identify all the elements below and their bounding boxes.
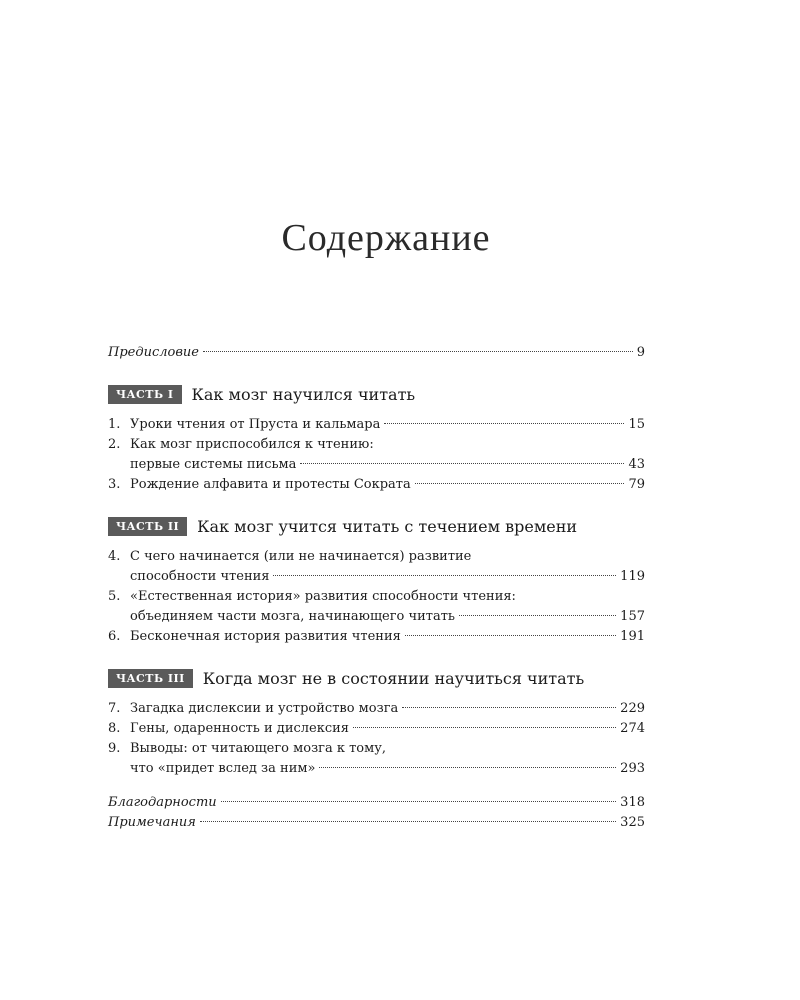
toc-entry-chapter-2-line-2[interactable] — [108, 455, 645, 475]
toc-entry-chapter-9-line-2[interactable] — [108, 759, 645, 779]
toc-page-number: 157 — [620, 609, 645, 624]
toc-entry-preface[interactable] — [108, 343, 645, 363]
leader-dots — [415, 483, 625, 484]
toc-entry-notes[interactable] — [108, 813, 645, 833]
chapter-number: 5. — [108, 589, 121, 604]
chapter-title: Выводы: от читающего мозга к тому, — [130, 741, 387, 756]
chapter-number: 6. — [108, 629, 121, 644]
toc-page-number: 293 — [620, 761, 645, 776]
chapter-title-continued: способности чтения — [130, 569, 270, 584]
leader-dots — [200, 821, 616, 822]
toc-entry-chapter-5-line-2[interactable] — [108, 607, 645, 627]
toc-entry-chapter-4-line-2[interactable] — [108, 567, 645, 587]
chapter-title: Как мозг приспособился к чтению: — [130, 437, 374, 452]
toc-page-number: 274 — [620, 721, 645, 736]
chapter-title-continued: первые системы письма — [130, 457, 297, 472]
toc-entry-chapter-5-line-1[interactable] — [108, 587, 645, 607]
toc-entry-label: Предисловие — [108, 345, 199, 360]
toc-entry-chapter-8[interactable] — [108, 719, 645, 739]
chapter-title: С чего начинается (или не начинается) развитие — [130, 549, 472, 564]
toc-entry-label: Благодарности — [108, 795, 217, 810]
chapter-title-continued: объединяем части мозга, начинающего читать — [130, 609, 455, 624]
toc-page-number: 15 — [628, 417, 645, 432]
part-title: Как мозг научился читать — [191, 384, 416, 404]
toc-entry-chapter-3[interactable] — [108, 475, 645, 495]
toc-page-number: 325 — [620, 815, 645, 830]
toc-entry-acknowledgments[interactable] — [108, 793, 645, 813]
part-badge: ЧАСТЬ III — [108, 669, 193, 688]
page-title: Содержание — [281, 217, 491, 259]
toc-page-number: 229 — [620, 701, 645, 716]
leader-dots — [402, 707, 616, 708]
chapter-number: 4. — [108, 549, 121, 564]
leader-dots — [221, 801, 617, 802]
toc-page-number: 43 — [628, 457, 645, 472]
table-of-contents — [108, 343, 645, 833]
leader-dots — [300, 463, 624, 464]
toc-page-number: 79 — [628, 477, 645, 492]
part-heading-1 — [108, 381, 645, 407]
chapter-title: «Естественная история» развития способности чтения: — [130, 589, 516, 604]
toc-page-number: 318 — [620, 795, 645, 810]
toc-page-number: 119 — [620, 569, 645, 584]
chapter-title: Рождение алфавита и протесты Сократа — [130, 477, 411, 492]
part-badge: ЧАСТЬ I — [108, 385, 182, 404]
toc-entry-chapter-1[interactable] — [108, 415, 645, 435]
chapter-title: Бесконечная история развития чтения — [130, 629, 401, 644]
part-badge: ЧАСТЬ II — [108, 517, 187, 536]
toc-page-number: 9 — [636, 345, 645, 360]
leader-dots — [319, 767, 616, 768]
chapter-number: 2. — [108, 437, 121, 452]
toc-entry-chapter-9-line-1[interactable] — [108, 739, 645, 759]
part-title: Как мозг учится читать с течением времени — [197, 516, 578, 536]
chapter-title: Уроки чтения от Пруста и кальмара — [130, 417, 381, 432]
part-heading-3 — [108, 665, 645, 691]
toc-entry-chapter-6[interactable] — [108, 627, 645, 647]
leader-dots — [353, 727, 616, 728]
toc-entry-chapter-7[interactable] — [108, 699, 645, 719]
part-title: Когда мозг не в состоянии научиться читать — [202, 668, 585, 688]
chapter-title: Загадка дислексии и устройство мозга — [130, 701, 399, 716]
toc-entry-chapter-2-line-1[interactable] — [108, 435, 645, 455]
chapter-title: Гены, одаренность и дислексия — [130, 721, 349, 736]
toc-page-number: 191 — [620, 629, 645, 644]
chapter-number: 9. — [108, 741, 121, 756]
chapter-number: 8. — [108, 721, 121, 736]
leader-dots — [384, 423, 624, 424]
part-heading-2 — [108, 513, 645, 539]
chapter-number: 3. — [108, 477, 121, 492]
toc-entry-label: Примечания — [108, 815, 196, 830]
leader-dots — [405, 635, 616, 636]
leader-dots — [273, 575, 616, 576]
chapter-number: 1. — [108, 417, 121, 432]
chapter-title-continued: что «придет вслед за ним» — [130, 761, 316, 776]
leader-dots — [459, 615, 616, 616]
chapter-number: 7. — [108, 701, 121, 716]
leader-dots — [203, 351, 633, 352]
toc-entry-chapter-4-line-1[interactable] — [108, 547, 645, 567]
